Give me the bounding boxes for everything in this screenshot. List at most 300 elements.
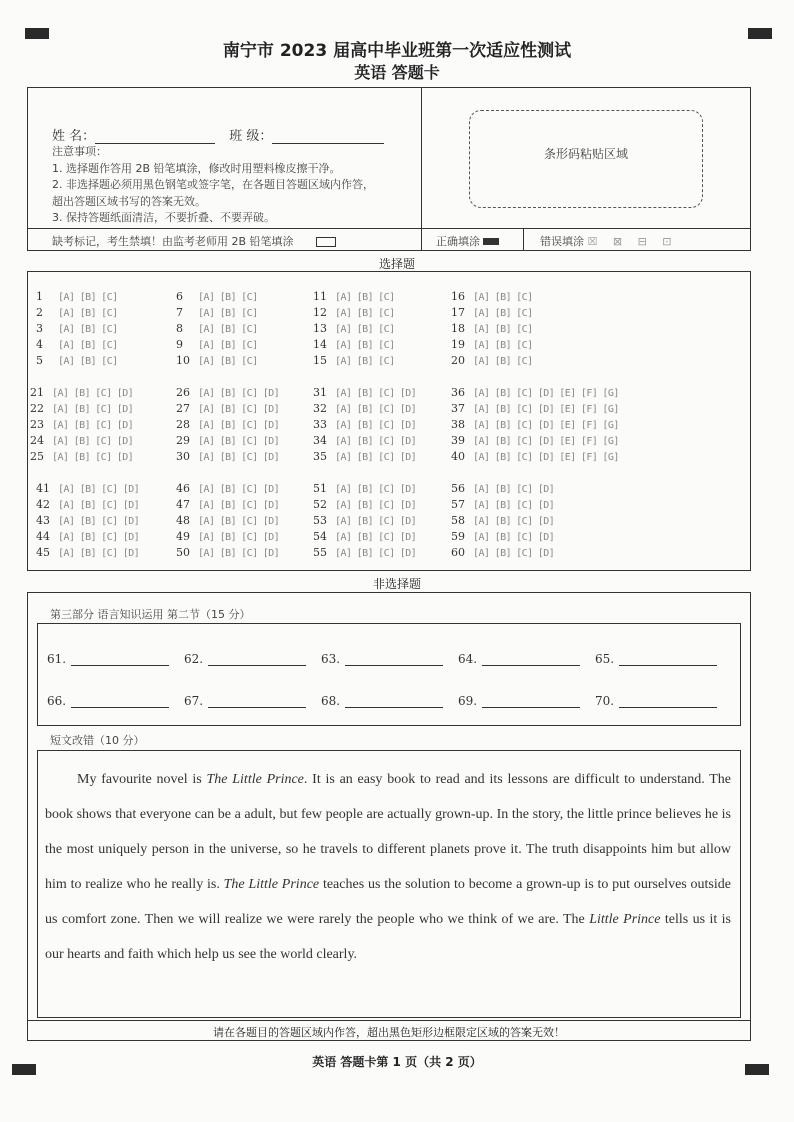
option-bubble-E[interactable]: [E] <box>559 404 576 415</box>
option-bubble-C[interactable]: [C] <box>516 516 533 527</box>
question-row-47 <box>176 498 284 511</box>
option-bubble-G[interactable]: [G] <box>602 420 619 431</box>
option-bubble-C[interactable]: [C] <box>241 340 258 351</box>
option-bubble-A[interactable]: [A] <box>52 404 69 415</box>
question-row-55 <box>313 546 421 559</box>
option-bubble-A[interactable]: [A] <box>473 292 490 303</box>
option-bubble-B[interactable]: [B] <box>494 388 512 399</box>
option-bubble-A[interactable]: [A] <box>473 324 490 335</box>
option-bubble-B[interactable]: [B] <box>356 548 374 559</box>
option-bubble-A[interactable]: [A] <box>198 404 215 415</box>
question-number: 45 <box>36 546 50 559</box>
option-bubble-A[interactable]: [A] <box>335 388 352 399</box>
option-bubble-A[interactable]: [A] <box>58 516 75 527</box>
option-bubble-C[interactable]: [C] <box>516 500 533 511</box>
option-bubble-A[interactable]: [A] <box>198 420 215 431</box>
option-bubble-C[interactable]: [C] <box>516 356 533 367</box>
option-bubble-A[interactable]: [A] <box>198 324 215 335</box>
blank-answer-69[interactable] <box>458 694 580 708</box>
option-bubble-D[interactable]: [D] <box>122 516 140 527</box>
option-bubble-B[interactable]: [B] <box>356 532 374 543</box>
option-bubble-F[interactable]: [F] <box>580 436 598 447</box>
answer-line[interactable] <box>619 665 717 666</box>
option-bubble-D[interactable]: [D] <box>262 452 280 463</box>
option-bubble-A[interactable]: [A] <box>473 548 490 559</box>
option-bubble-A[interactable]: [A] <box>52 420 69 431</box>
option-bubble-D[interactable]: [D] <box>537 452 555 463</box>
option-bubble-D[interactable]: [D] <box>262 500 280 511</box>
option-bubble-B[interactable]: [B] <box>356 340 374 351</box>
question-row-46 <box>176 482 284 495</box>
option-bubble-D[interactable]: [D] <box>399 548 417 559</box>
answer-line[interactable] <box>345 707 443 708</box>
option-bubble-C[interactable]: [C] <box>95 452 112 463</box>
option-bubble-A[interactable]: [A] <box>198 500 215 511</box>
option-bubble-D[interactable]: [D] <box>537 404 555 415</box>
option-bubble-C[interactable]: [C] <box>378 340 395 351</box>
blank-answer-63[interactable] <box>321 652 443 666</box>
option-bubble-D[interactable]: [D] <box>399 436 417 447</box>
option-bubble-A[interactable]: [A] <box>198 548 215 559</box>
question-number: 6 <box>176 290 183 303</box>
option-bubble-D[interactable]: [D] <box>262 532 280 543</box>
option-bubble-A[interactable]: [A] <box>335 484 352 495</box>
option-bubble-A[interactable]: [A] <box>335 404 352 415</box>
option-bubble-D[interactable]: [D] <box>537 388 555 399</box>
option-bubble-C[interactable]: [C] <box>516 388 533 399</box>
question-number: 59 <box>451 530 465 543</box>
option-bubble-C[interactable]: [C] <box>241 516 258 527</box>
option-bubble-B[interactable]: [B] <box>494 404 512 415</box>
question-number: 40 <box>451 450 465 463</box>
question-row-29 <box>176 434 284 447</box>
question-number: 25 <box>30 450 44 463</box>
option-bubble-A[interactable]: [A] <box>473 340 490 351</box>
option-bubble-A[interactable]: [A] <box>335 516 352 527</box>
option-bubble-A[interactable]: [A] <box>198 308 215 319</box>
option-bubble-B[interactable]: [B] <box>356 404 374 415</box>
question-row-6 <box>176 290 263 303</box>
question-number: 16 <box>451 290 465 303</box>
option-bubble-C[interactable]: [C] <box>241 356 258 367</box>
option-bubble-D[interactable]: [D] <box>122 532 140 543</box>
absent-checkbox[interactable] <box>316 237 336 247</box>
option-bubble-A[interactable]: [A] <box>58 484 75 495</box>
option-bubble-A[interactable]: [A] <box>58 356 75 367</box>
option-bubble-C[interactable]: [C] <box>241 324 258 335</box>
option-bubble-D[interactable]: [D] <box>116 420 134 431</box>
option-bubble-C[interactable]: [C] <box>101 500 118 511</box>
option-bubble-B[interactable]: [B] <box>494 292 512 303</box>
option-bubble-C[interactable]: [C] <box>516 532 533 543</box>
option-bubble-A[interactable]: [A] <box>473 500 490 511</box>
option-bubble-A[interactable]: [A] <box>473 388 490 399</box>
answer-line[interactable] <box>208 665 306 666</box>
option-bubble-B[interactable]: [B] <box>79 532 97 543</box>
option-bubble-B[interactable]: [B] <box>494 532 512 543</box>
page-subtitle: 英语 答题卡 <box>354 63 440 82</box>
question-row-43 <box>36 514 144 527</box>
option-bubble-D[interactable]: [D] <box>262 420 280 431</box>
option-bubble-A[interactable]: [A] <box>198 436 215 447</box>
option-bubble-A[interactable]: [A] <box>58 340 75 351</box>
option-bubble-C[interactable]: [C] <box>101 484 118 495</box>
option-bubble-D[interactable]: [D] <box>399 484 417 495</box>
blank-answer-65[interactable] <box>595 652 717 666</box>
question-number: 27 <box>176 402 190 415</box>
blank-number: 70. <box>595 694 615 708</box>
option-bubble-A[interactable]: [A] <box>52 436 69 447</box>
option-bubble-D[interactable]: [D] <box>399 516 417 527</box>
option-bubble-B[interactable]: [B] <box>219 420 237 431</box>
option-bubble-C[interactable]: [C] <box>516 420 533 431</box>
option-bubble-C[interactable]: [C] <box>516 548 533 559</box>
option-bubble-B[interactable]: [B] <box>219 516 237 527</box>
question-row-24 <box>30 434 138 447</box>
option-bubble-A[interactable]: [A] <box>473 516 490 527</box>
option-bubble-C[interactable]: [C] <box>101 516 118 527</box>
blank-answer-64[interactable] <box>458 652 580 666</box>
question-row-26 <box>176 386 284 399</box>
option-bubble-C[interactable]: [C] <box>378 532 395 543</box>
option-bubble-A[interactable]: [A] <box>58 532 75 543</box>
option-bubble-D[interactable]: [D] <box>262 404 280 415</box>
option-bubble-C[interactable]: [C] <box>378 500 395 511</box>
option-bubble-A[interactable]: [A] <box>335 292 352 303</box>
option-bubble-B[interactable]: [B] <box>219 308 237 319</box>
option-bubble-C[interactable]: [C] <box>516 404 533 415</box>
option-bubble-D[interactable]: [D] <box>122 548 140 559</box>
option-bubble-B[interactable]: [B] <box>356 356 374 367</box>
option-bubble-F[interactable]: [F] <box>580 404 598 415</box>
option-bubble-G[interactable]: [G] <box>602 452 619 463</box>
option-bubble-D[interactable]: [D] <box>537 484 555 495</box>
option-bubble-D[interactable]: [D] <box>122 484 140 495</box>
option-bubble-B[interactable]: [B] <box>356 292 374 303</box>
option-bubble-B[interactable]: [B] <box>356 452 374 463</box>
answer-line[interactable] <box>619 707 717 708</box>
option-bubble-A[interactable]: [A] <box>198 388 215 399</box>
option-bubble-B[interactable]: [B] <box>73 388 91 399</box>
option-bubble-C[interactable]: [C] <box>241 308 258 319</box>
option-bubble-A[interactable]: [A] <box>335 532 352 543</box>
option-bubble-C[interactable]: [C] <box>101 340 118 351</box>
option-bubble-D[interactable]: [D] <box>399 500 417 511</box>
option-bubble-B[interactable]: [B] <box>356 436 374 447</box>
option-bubble-E[interactable]: [E] <box>559 452 576 463</box>
option-bubble-A[interactable]: [A] <box>198 532 215 543</box>
option-bubble-A[interactable]: [A] <box>473 436 490 447</box>
question-number: 7 <box>176 306 183 319</box>
correction-passage <box>45 762 731 972</box>
option-bubble-C[interactable]: [C] <box>378 436 395 447</box>
answer-line[interactable] <box>482 707 580 708</box>
option-bubble-C[interactable]: [C] <box>516 436 533 447</box>
option-bubble-C[interactable]: [C] <box>378 452 395 463</box>
option-bubble-G[interactable]: [G] <box>602 388 619 399</box>
option-bubble-B[interactable]: [B] <box>356 388 374 399</box>
option-bubble-C[interactable]: [C] <box>241 532 258 543</box>
option-bubble-B[interactable]: [B] <box>219 436 237 447</box>
option-bubble-A[interactable]: [A] <box>473 404 490 415</box>
option-bubble-B[interactable]: [B] <box>494 308 512 319</box>
answer-line[interactable] <box>345 665 443 666</box>
option-bubble-B[interactable]: [B] <box>73 436 91 447</box>
option-bubble-A[interactable]: [A] <box>52 388 69 399</box>
option-bubble-C[interactable]: [C] <box>241 452 258 463</box>
option-bubble-A[interactable]: [A] <box>335 436 352 447</box>
answer-line[interactable] <box>71 665 169 666</box>
option-bubble-A[interactable]: [A] <box>473 356 490 367</box>
question-row-30 <box>176 450 284 463</box>
wrong-fill-label: 错误填涂 <box>540 235 584 248</box>
option-bubble-A[interactable]: [A] <box>58 292 75 303</box>
option-bubble-D[interactable]: [D] <box>537 500 555 511</box>
option-bubble-G[interactable]: [G] <box>602 436 619 447</box>
question-number: 32 <box>313 402 327 415</box>
question-row-34 <box>313 434 421 447</box>
option-bubble-C[interactable]: [C] <box>241 292 258 303</box>
option-bubble-D[interactable]: [D] <box>116 436 134 447</box>
option-bubble-E[interactable]: [E] <box>559 388 576 399</box>
option-bubble-A[interactable]: [A] <box>335 500 352 511</box>
option-bubble-A[interactable]: [A] <box>58 324 75 335</box>
blank-answer-68[interactable] <box>321 694 443 708</box>
option-bubble-C[interactable]: [C] <box>378 356 395 367</box>
passage-text: . It is an easy book to read and its lessons are difficult to understand. The book shows that everyone can be a adult, but few people are actually grown-up. In the story, the little prince believes he is the most uniquely person in the universe, so he travels to different planets prove it. The truth disappoints him but allow him to realize who he really is. <box>45 772 731 892</box>
option-bubble-B[interactable]: [B] <box>494 452 512 463</box>
option-bubble-C[interactable]: [C] <box>101 532 118 543</box>
option-bubble-B[interactable]: [B] <box>219 548 237 559</box>
option-bubble-C[interactable]: [C] <box>378 308 395 319</box>
option-bubble-D[interactable]: [D] <box>262 516 280 527</box>
option-bubble-B[interactable]: [B] <box>219 292 237 303</box>
option-bubble-B[interactable]: [B] <box>219 484 237 495</box>
answer-line[interactable] <box>71 707 169 708</box>
option-bubble-C[interactable]: [C] <box>95 404 112 415</box>
option-bubble-A[interactable]: [A] <box>198 292 215 303</box>
option-bubble-D[interactable]: [D] <box>537 420 555 431</box>
option-bubble-E[interactable]: [E] <box>559 420 576 431</box>
option-bubble-C[interactable]: [C] <box>101 356 118 367</box>
option-bubble-D[interactable]: [D] <box>537 532 555 543</box>
option-bubble-B[interactable]: [B] <box>79 500 97 511</box>
option-bubble-C[interactable]: [C] <box>516 340 533 351</box>
option-bubble-A[interactable]: [A] <box>473 532 490 543</box>
option-bubble-D[interactable]: [D] <box>399 532 417 543</box>
option-bubble-C[interactable]: [C] <box>241 388 258 399</box>
option-bubble-D[interactable]: [D] <box>537 436 555 447</box>
option-bubble-A[interactable]: [A] <box>52 452 69 463</box>
option-bubble-A[interactable]: [A] <box>335 340 352 351</box>
option-bubble-A[interactable]: [A] <box>335 452 352 463</box>
option-bubble-B[interactable]: [B] <box>494 340 512 351</box>
option-bubble-C[interactable]: [C] <box>241 484 258 495</box>
option-bubble-E[interactable]: [E] <box>559 436 576 447</box>
option-bubble-A[interactable]: [A] <box>58 308 75 319</box>
option-bubble-A[interactable]: [A] <box>335 308 352 319</box>
option-bubble-F[interactable]: [F] <box>580 388 598 399</box>
option-bubble-B[interactable]: [B] <box>356 420 374 431</box>
option-bubble-C[interactable]: [C] <box>378 516 395 527</box>
option-bubble-D[interactable]: [D] <box>262 484 280 495</box>
option-bubble-C[interactable]: [C] <box>241 500 258 511</box>
option-bubble-A[interactable]: [A] <box>198 452 215 463</box>
option-bubble-A[interactable]: [A] <box>473 452 490 463</box>
option-bubble-B[interactable]: [B] <box>494 324 512 335</box>
option-bubble-C[interactable]: [C] <box>95 388 112 399</box>
option-bubble-B[interactable]: [B] <box>219 532 237 543</box>
option-bubble-C[interactable]: [C] <box>516 308 533 319</box>
option-bubble-C[interactable]: [C] <box>241 420 258 431</box>
question-row-31 <box>313 386 421 399</box>
question-number: 5 <box>36 354 43 367</box>
option-bubble-B[interactable]: [B] <box>494 420 512 431</box>
question-number: 47 <box>176 498 190 511</box>
option-bubble-B[interactable]: [B] <box>219 340 237 351</box>
option-bubble-A[interactable]: [A] <box>58 548 75 559</box>
option-bubble-B[interactable]: [B] <box>79 484 97 495</box>
option-bubble-B[interactable]: [B] <box>219 388 237 399</box>
option-bubble-D[interactable]: [D] <box>399 420 417 431</box>
option-bubble-A[interactable]: [A] <box>473 308 490 319</box>
passage-text: teaches us the solution to become a grown-up is to put ourselves outside us comfort zone. Then we will realize we were rarely the people who we think of we are. The <box>45 877 731 927</box>
question-row-36 <box>451 386 624 399</box>
option-bubble-A[interactable]: [A] <box>198 484 215 495</box>
option-bubble-D[interactable]: [D] <box>537 516 555 527</box>
answer-line[interactable] <box>208 707 306 708</box>
option-bubble-C[interactable]: [C] <box>378 548 395 559</box>
option-bubble-B[interactable]: [B] <box>79 516 97 527</box>
option-bubble-B[interactable]: [B] <box>356 308 374 319</box>
answer-line[interactable] <box>482 665 580 666</box>
option-bubble-A[interactable]: [A] <box>473 484 490 495</box>
option-bubble-B[interactable]: [B] <box>494 356 512 367</box>
option-bubble-B[interactable]: [B] <box>79 308 97 319</box>
option-bubble-B[interactable]: [B] <box>79 356 97 367</box>
class-label: 班 级： <box>229 129 273 144</box>
option-bubble-C[interactable]: [C] <box>516 292 533 303</box>
option-bubble-B[interactable]: [B] <box>219 500 237 511</box>
option-bubble-B[interactable]: [B] <box>79 548 97 559</box>
option-bubble-C[interactable]: [C] <box>378 404 395 415</box>
option-bubble-D[interactable]: [D] <box>262 436 280 447</box>
option-bubble-B[interactable]: [B] <box>73 452 91 463</box>
option-bubble-C[interactable]: [C] <box>516 484 533 495</box>
option-bubble-C[interactable]: [C] <box>95 420 112 431</box>
question-number: 51 <box>313 482 327 495</box>
question-number: 34 <box>313 434 327 447</box>
question-number: 33 <box>313 418 327 431</box>
question-row-48 <box>176 514 284 527</box>
option-bubble-D[interactable]: [D] <box>122 500 140 511</box>
option-bubble-C[interactable]: [C] <box>101 548 118 559</box>
blank-answer-66[interactable] <box>47 694 169 708</box>
option-bubble-D[interactable]: [D] <box>399 388 417 399</box>
option-bubble-A[interactable]: [A] <box>335 548 352 559</box>
question-number: 2 <box>36 306 43 319</box>
option-bubble-B[interactable]: [B] <box>494 516 512 527</box>
option-bubble-B[interactable]: [B] <box>219 324 237 335</box>
option-bubble-B[interactable]: [B] <box>356 324 374 335</box>
option-bubble-D[interactable]: [D] <box>399 404 417 415</box>
option-bubble-A[interactable]: [A] <box>58 500 75 511</box>
option-bubble-A[interactable]: [A] <box>335 356 352 367</box>
question-row-58 <box>451 514 559 527</box>
option-bubble-A[interactable]: [A] <box>198 516 215 527</box>
option-bubble-C[interactable]: [C] <box>378 484 395 495</box>
option-bubble-C[interactable]: [C] <box>378 388 395 399</box>
option-bubble-A[interactable]: [A] <box>473 420 490 431</box>
option-bubble-B[interactable]: [B] <box>494 484 512 495</box>
question-number: 39 <box>451 434 465 447</box>
question-number: 56 <box>451 482 465 495</box>
option-bubble-B[interactable]: [B] <box>219 452 237 463</box>
question-row-28 <box>176 418 284 431</box>
option-bubble-D[interactable]: [D] <box>116 452 134 463</box>
option-bubble-A[interactable]: [A] <box>335 420 352 431</box>
option-bubble-B[interactable]: [B] <box>494 548 512 559</box>
option-bubble-C[interactable]: [C] <box>95 436 112 447</box>
option-bubble-B[interactable]: [B] <box>73 404 91 415</box>
blank-answer-62[interactable] <box>184 652 306 666</box>
question-number: 28 <box>176 418 190 431</box>
option-bubble-C[interactable]: [C] <box>516 324 533 335</box>
option-bubble-B[interactable]: [B] <box>494 500 512 511</box>
option-bubble-C[interactable]: [C] <box>241 404 258 415</box>
option-bubble-D[interactable]: [D] <box>262 548 280 559</box>
option-bubble-D[interactable]: [D] <box>399 452 417 463</box>
option-bubble-C[interactable]: [C] <box>101 292 118 303</box>
option-bubble-B[interactable]: [B] <box>356 500 374 511</box>
option-bubble-B[interactable]: [B] <box>73 420 91 431</box>
option-bubble-G[interactable]: [G] <box>602 404 619 415</box>
blank-answer-70[interactable] <box>595 694 717 708</box>
option-bubble-A[interactable]: [A] <box>198 356 215 367</box>
option-bubble-B[interactable]: [B] <box>79 324 97 335</box>
option-bubble-B[interactable]: [B] <box>494 436 512 447</box>
option-bubble-C[interactable]: [C] <box>378 324 395 335</box>
question-row-14 <box>313 338 400 351</box>
option-bubble-C[interactable]: [C] <box>101 308 118 319</box>
option-bubble-C[interactable]: [C] <box>516 452 533 463</box>
option-bubble-B[interactable]: [B] <box>356 484 374 495</box>
question-number: 42 <box>36 498 50 511</box>
option-bubble-C[interactable]: [C] <box>101 324 118 335</box>
option-bubble-B[interactable]: [B] <box>79 340 97 351</box>
option-bubble-D[interactable]: [D] <box>262 388 280 399</box>
option-bubble-B[interactable]: [B] <box>219 404 237 415</box>
option-bubble-A[interactable]: [A] <box>335 324 352 335</box>
option-bubble-D[interactable]: [D] <box>116 388 134 399</box>
option-bubble-F[interactable]: [F] <box>580 420 598 431</box>
option-bubble-D[interactable]: [D] <box>116 404 134 415</box>
option-bubble-A[interactable]: [A] <box>198 340 215 351</box>
option-bubble-B[interactable]: [B] <box>356 516 374 527</box>
question-number: 49 <box>176 530 190 543</box>
blank-answer-67[interactable] <box>184 694 306 708</box>
option-bubble-D[interactable]: [D] <box>537 548 555 559</box>
option-bubble-B[interactable]: [B] <box>219 356 237 367</box>
option-bubble-C[interactable]: [C] <box>378 420 395 431</box>
option-bubble-C[interactable]: [C] <box>378 292 395 303</box>
option-bubble-C[interactable]: [C] <box>241 436 258 447</box>
option-bubble-C[interactable]: [C] <box>241 548 258 559</box>
option-bubble-B[interactable]: [B] <box>79 292 97 303</box>
question-row-11 <box>313 290 400 303</box>
blank-answer-61[interactable] <box>47 652 169 666</box>
option-bubble-F[interactable]: [F] <box>580 452 598 463</box>
